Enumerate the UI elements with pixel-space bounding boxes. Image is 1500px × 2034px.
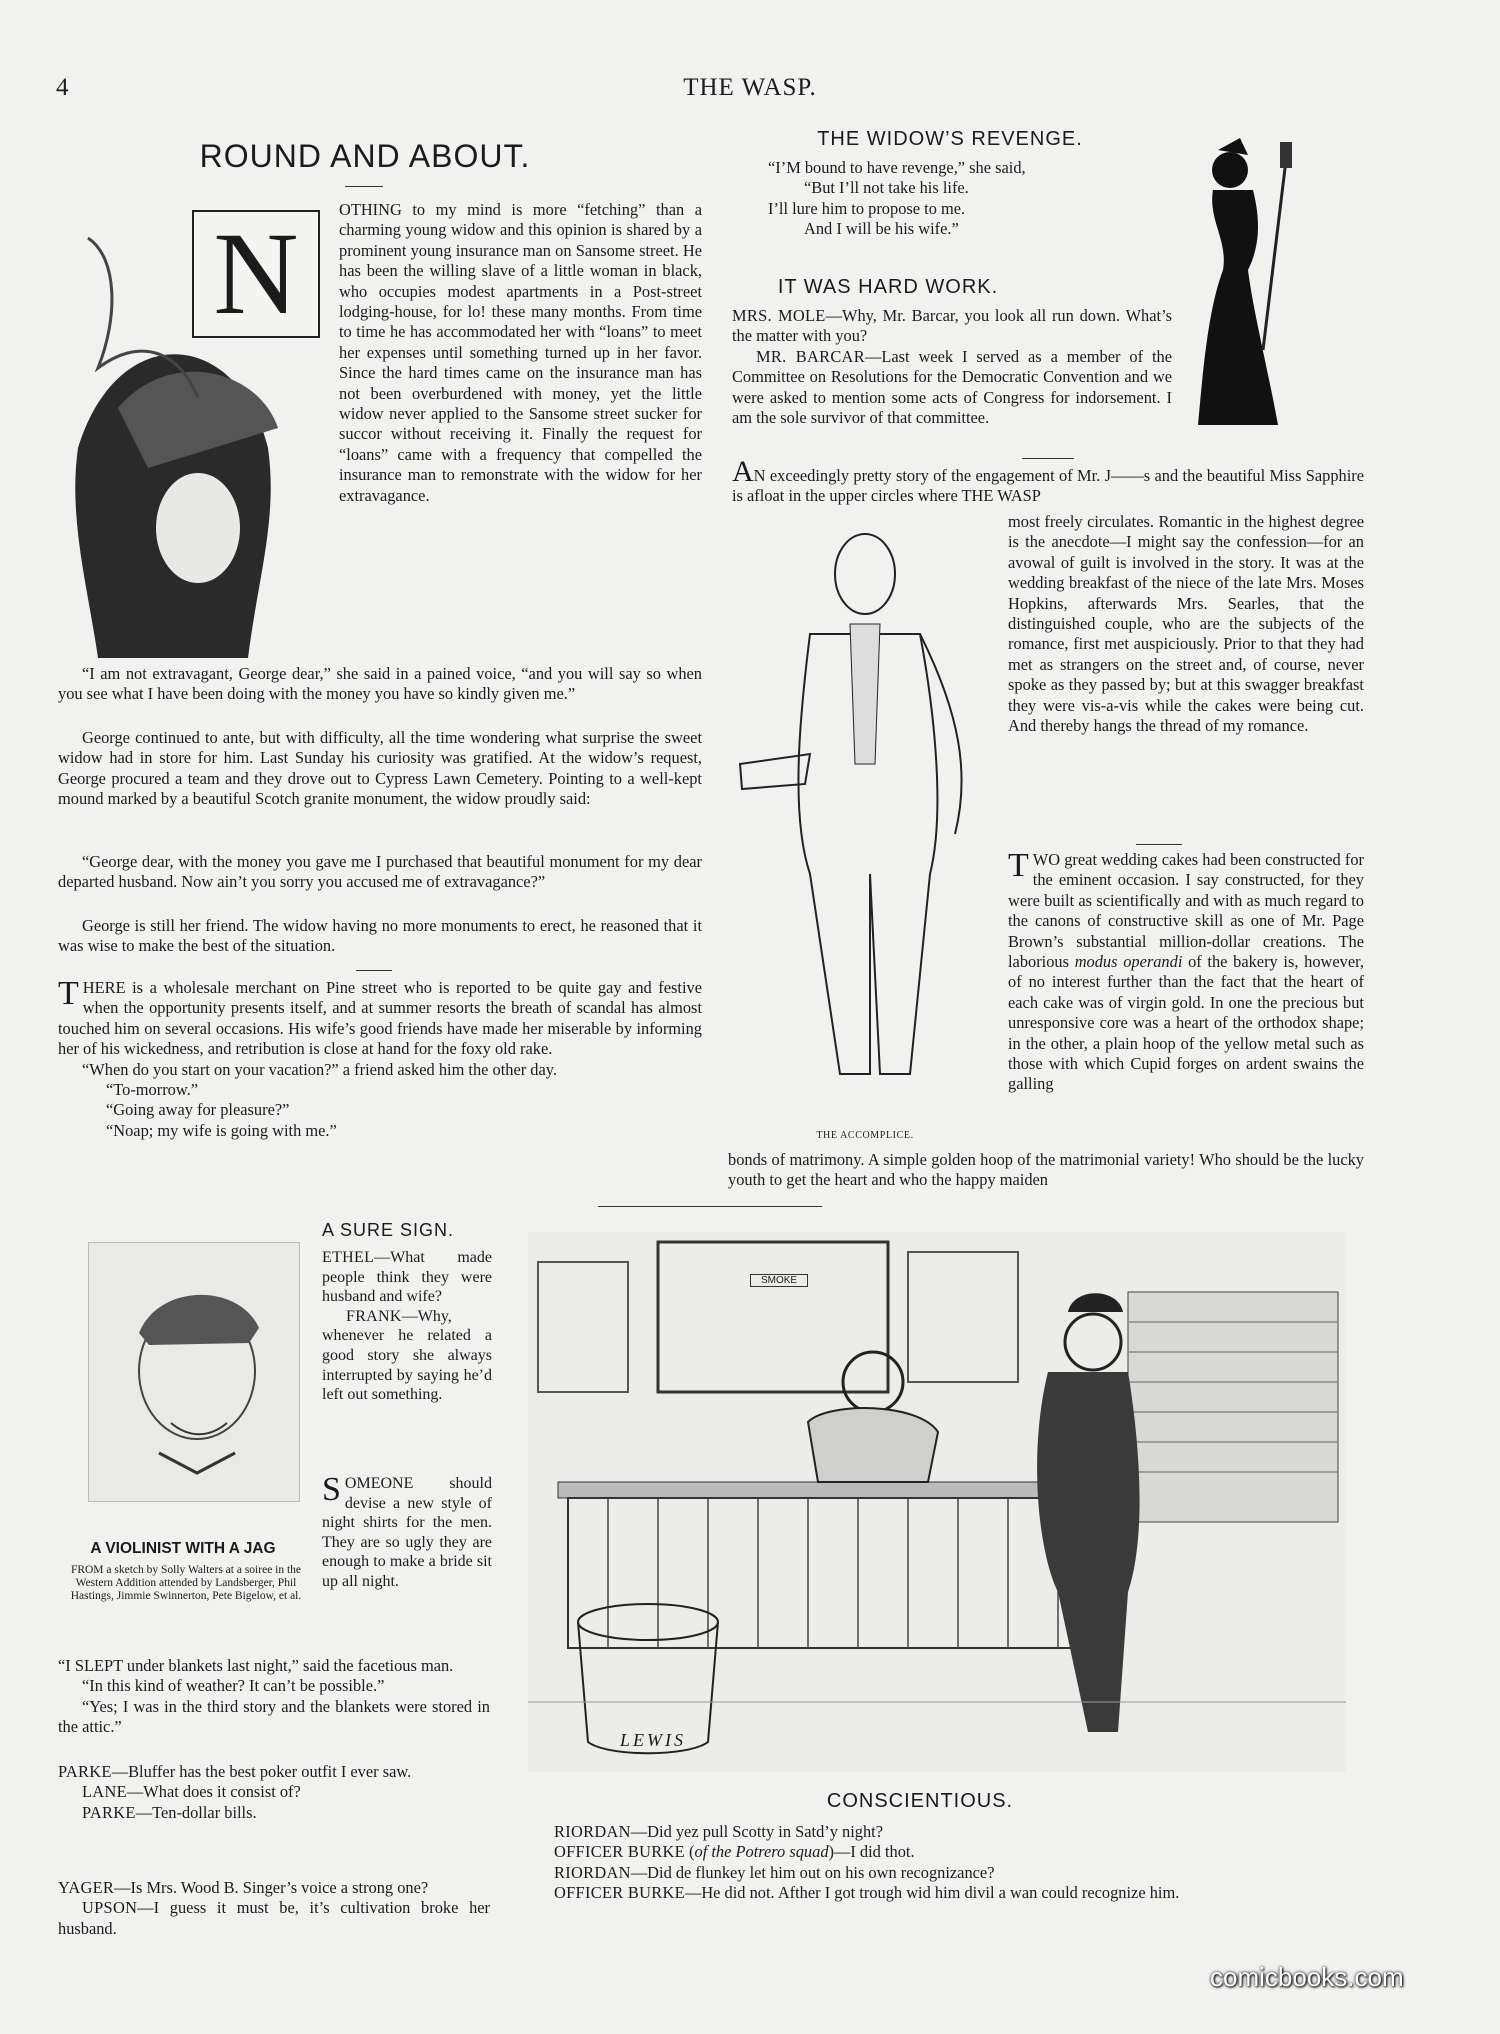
cakes-text: WO great wedding cakes had been constructed for the eminent occasion. I say constructed, for they were built as scientifically and with as much regard to the canons of constructive skill as one of Mr. Page Brown’s substantial million-dollar creations. The laborious [1008, 850, 1364, 972]
dialogue-text: —I did thot. [833, 1842, 915, 1862]
hard-work-title: IT WAS HARD WORK. [777, 276, 999, 298]
round-about-paragraph: George continued to ante, but with difficulty, all the time wondering what surprise the sweet widow had in store for him. Last Sunday his curiosity was gratified. At the widow’s request, George procured a team and they drove out to Cypress Lawn Cemetery. Pointing to a well-kept mound marked by a beautiful Scotch granite monument, the widow proudly said: [58, 728, 702, 809]
sure-sign-title: A SURE SIGN. [322, 1220, 455, 1240]
speaker-name: MRS. MOLE [732, 306, 826, 325]
round-about-paragraph: George is still her friend. The widow having no more monuments to erect, he reasoned that it was wise to make the best of the situation. [58, 916, 702, 956]
engagement-text: N exceedingly pretty story of the engagement of Mr. J——s and the beautiful Miss Sapphire is afloat in the upper circles where THE WASP [732, 466, 1364, 506]
speaker-name: FRANK [346, 1307, 402, 1325]
verse-line: And I will be his wife.” [804, 219, 959, 239]
conscientious-dialogue: RIORDAN—Did yez pull Scotty in Satd’y night? OFFICER BURKE (of the Potrero squad)—I did thot. RIORDAN—Did de flunkey let him out on his own recognizance? OFFICER BURKE—He did not. Afther I got trough wid him divil a wan could recognize him. [554, 1822, 1180, 1903]
dialogue-text: —Why, Mr. Barcar, you look all run down. What’s the matter with you? [732, 306, 1172, 346]
section-divider [598, 1206, 822, 1207]
dialogue-text: —He did not. Afther I got trough wid him divil a wan could recognize him. [684, 1883, 1180, 1903]
dialogue-line: “To-morrow.” [106, 1080, 198, 1100]
round-about-paragraph: “George dear, with the money you gave me I purchased that beautiful monument for my dear departed husband. Now ain’t you sorry you accused me of extravagance?” [58, 852, 702, 892]
speaker-name: MR. BARCAR [756, 346, 865, 366]
dialogue-text: —I guess it must be, it’s cultivation broke her husband. [58, 1898, 490, 1938]
saloon-cartoon [528, 1232, 1346, 1772]
conscientious-title: CONSCIENTIOUS. [826, 1790, 1014, 1812]
speaker-name: RIORDAN [554, 1862, 631, 1882]
speaker-name: YAGER [58, 1878, 115, 1897]
violinist-face-icon [89, 1243, 299, 1501]
dialogue-text: —What made people think they were husband and wife? [322, 1249, 492, 1306]
drop-cap: S [322, 1471, 341, 1508]
merchant-story [58, 975, 702, 1141]
dialogue-text: —Did yez pull Scotty in Satd’y night? [630, 1822, 883, 1841]
drop-cap: N [213, 208, 299, 339]
divider [1022, 458, 1074, 459]
widows-revenge-verse [768, 158, 1148, 240]
cakes-text: of the bakery is, however, of no interest further than the fact that the heart of each cake was of virgin gold. In one the precious but unresponsive core was a heart of the orthodox shape; in the other, a plain hoop of the yellow metal such as those with which Cupid forges on ardent swains the galling [1008, 952, 1364, 1094]
violinist-title: A VIOLINIST WITH A JAG [90, 1540, 276, 1557]
gentleman-figure-icon [730, 514, 1000, 1114]
engagement-body: most freely circulates. Romantic in the highest degree is the anecdote—I might say the confession—for an avowal of guilt is involved in the story. It was at the wedding breakfast of the niece of the late Mrs. Moses Hopkins, afterwards Mrs. Searles, that the distinguished couple, who are the subjects of the romance, first met auspiciously. Prior to that they had met as strangers on the street and, of course, never spoke as they passed by; but at this swagger breakfast they were vis-a-vis while the cakes were being cut. And thereby hangs the thread of my romance. [1008, 512, 1364, 736]
joke-line: “In this kind of weather? It can’t be possible.” [82, 1676, 385, 1696]
round-about-title: ROUND AND ABOUT. [199, 138, 531, 174]
saloon-scene-icon [528, 1232, 1346, 1772]
sure-sign-dialogue [322, 1248, 492, 1405]
speaker-name: OFFICER BURKE [554, 1842, 685, 1862]
speaker-name: OFFICER BURKE [554, 1883, 685, 1903]
round-about-paragraph: OTHING to my mind is more “fetching” than a charming young widow and this opinion is shared by a prominent young insurance man on Sansome street. He has been the willing slave of a little woman in black, who occupies modest apartments in a Post-street lodging-house, for lo! these many months. From time to time he has accommodated her with “loans” to meet her expenses until something turned up in her favor. Since the hard times came on the insurance man has not been overburdened with money, yet the little widow never applied to the Sansome street sucker for succor without receiving it. Finally the request for “loans” came with a frequency that compelled the insurance man to remonstrate with the widow for her extravagance. [339, 200, 702, 505]
publication-title: THE WASP. [683, 74, 817, 101]
drop-cap: T [58, 975, 79, 1012]
speaker-name: RIORDAN [554, 1822, 631, 1841]
hard-work-dialogue [732, 306, 1172, 428]
divider [345, 186, 383, 187]
speaker-name: PARKE [82, 1802, 136, 1822]
watermark: comicbooks.com [1210, 1962, 1404, 1992]
verse-line: I’ll lure him to propose to me. [768, 198, 966, 218]
blankets-joke [58, 1656, 490, 1738]
dialogue-text: —Bluffer has the best poker outfit I ever saw. [111, 1762, 412, 1781]
dialogue-aside: of the Potrero squad [694, 1842, 829, 1862]
accomplice-caption: THE ACCOMPLICE. [816, 1130, 914, 1141]
speaker-name: LANE [82, 1782, 127, 1802]
drop-cap-box [192, 210, 320, 338]
speaker-name: ETHEL [322, 1249, 375, 1266]
merchant-paragraph: HERE is a wholesale merchant on Pine street who is reported to be quite gay and festive when the opportunity presents itself, and at summer resorts the breath of scandal has almost touched him on several occasions. His wife’s good friends have made her miserable by informing her of his wickedness, and retribution is close at hand for the foxy old rake. [58, 978, 702, 1059]
cakes-tail: bonds of matrimony. A simple golden hoop of the matrimonial variety! Who should be the lucky youth to get the heart and who the happy maiden [728, 1150, 1364, 1190]
verse-line: “But I’ll not take his life. [804, 178, 969, 198]
someone-paragraph [322, 1471, 492, 1592]
dialogue-text: —Why, whenever he related a good story she always interrupted by saying he’d left out something. [322, 1307, 492, 1404]
engagement-intro [732, 455, 1364, 507]
violinist-caption: FROM a sketch by Solly Walters at a soiree in the Western Addition attended by Landsberger, Phil Hastings, Jimmie Swinnerton, Pete Bigelow, et al. [70, 1564, 302, 1602]
dialogue-text: —Did de flunkey let him out on his own recognizance? [630, 1862, 995, 1882]
yager-joke [58, 1878, 490, 1939]
cakes-italic: modus operandi [1074, 952, 1183, 972]
joke-line: “Yes; I was in the third story and the blankets were stored in the attic.” [58, 1696, 490, 1737]
dialogue-line: “Going away for pleasure?” [106, 1100, 290, 1120]
speaker-name: PARKE [58, 1762, 112, 1781]
dialogue-text: —What does it consist of? [126, 1782, 301, 1802]
accomplice-illustration [730, 514, 1000, 1114]
drop-cap: A [732, 455, 754, 488]
lady-silhouette-icon [1168, 130, 1318, 430]
cakes-paragraph [1008, 847, 1364, 1095]
merchant-paragraph: “When do you start on your vacation?” a friend asked him the other day. [82, 1059, 558, 1079]
divider [1136, 844, 1182, 845]
smoke-sign: SMOKE [750, 1274, 808, 1287]
someone-text: OMEONE should devise a new style of night shirts for the men. They are so ugly they are enough to make a bride sit up all night. [322, 1475, 492, 1590]
verse-line: “I’M bound to have revenge,” she said, [768, 158, 1026, 177]
drop-cap: T [1008, 847, 1029, 884]
joke-line: “I SLEPT under blankets last night,” said the facetious man. [58, 1656, 454, 1675]
widow-silhouette [1168, 130, 1318, 430]
artist-signature: LEWIS [620, 1730, 686, 1750]
dialogue-line: “Noap; my wife is going with me.” [106, 1120, 337, 1140]
dialogue-text: —Ten-dollar bills. [135, 1802, 257, 1822]
widows-revenge-title: THE WIDOW’S REVENGE. [817, 128, 1083, 150]
dialogue-text: —Is Mrs. Wood B. Singer’s voice a strong one? [114, 1878, 429, 1897]
round-about-paragraph: “I am not extravagant, George dear,” she said in a pained voice, “and you will say so when you see what I have been doing with the money you have so kindly given me.” [58, 664, 702, 704]
divider [356, 970, 392, 971]
speaker-name: UPSON [82, 1898, 138, 1918]
page-number: 4 [56, 74, 69, 101]
dialogue-text: —Last week I served as a member of the Committee on Resolutions for the Democratic Convention and we were asked to mention some acts of Congress for indorsement. I am the sole survivor of that committee. [732, 346, 1172, 428]
violinist-sketch [88, 1242, 300, 1502]
parke-joke [58, 1762, 490, 1823]
